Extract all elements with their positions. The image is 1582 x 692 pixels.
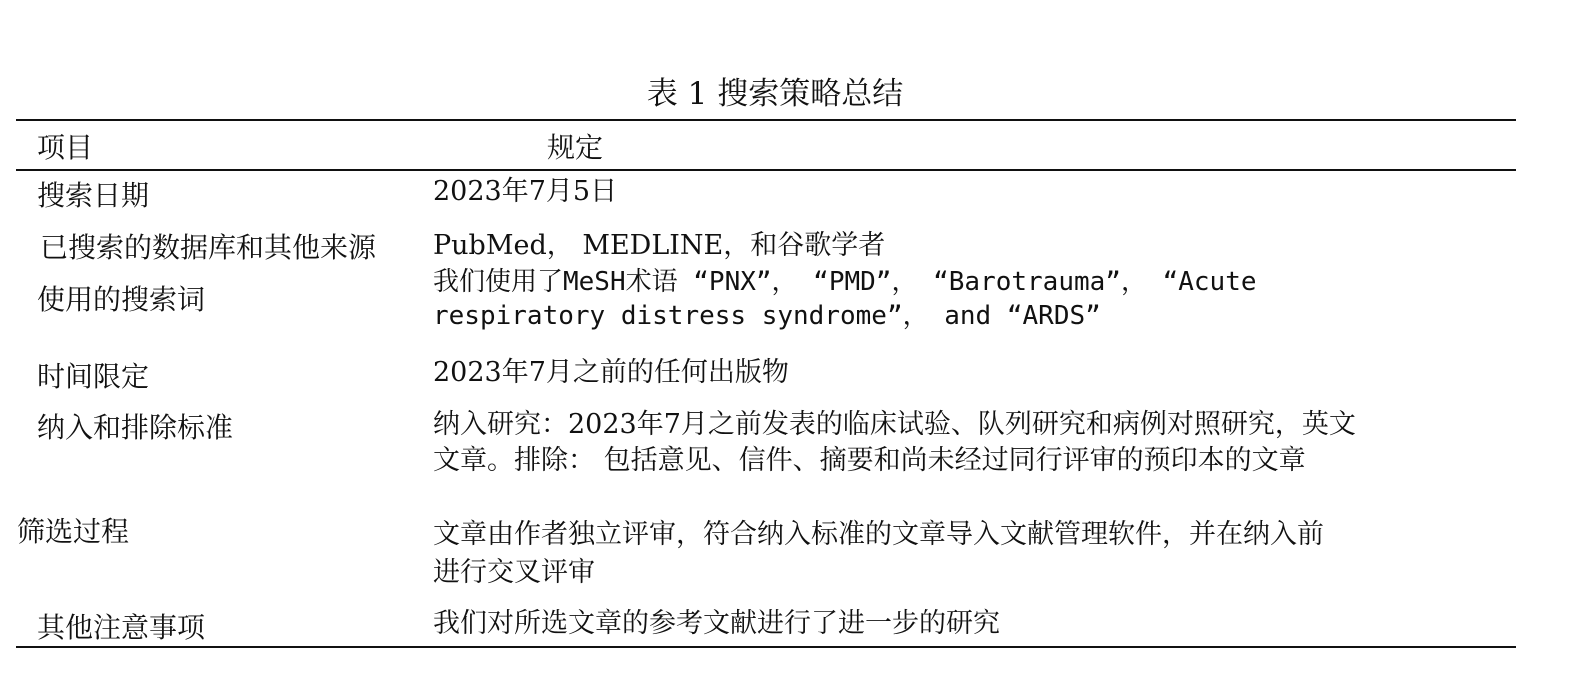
value-line: 我们对所选文章的参考文献进行了进一步的研究 [433,608,1000,639]
row-value-time-limit [433,355,1493,391]
header-rule: 规定 [547,131,604,164]
value-line: 进行交叉评审 [433,557,595,588]
row-label-databases: 已搜索的数据库和其他来源 [40,231,377,264]
table-top-rule [16,119,1516,121]
row-label-criteria: 纳入和排除标准 [37,411,234,444]
row-label-other: 其他注意事项 [37,611,206,644]
value-line: PubMed， MEDLINE，和谷歌学者 [433,230,886,261]
row-label-search-date: 搜索日期 [37,179,150,212]
row-label-screening: 筛选过程 [17,515,130,548]
value-line: 文章。排除： 包括意见、信件、摘要和尚未经过同行评审的预印本的文章 [433,445,1306,476]
value-line: 文章由作者独立评审，符合纳入标准的文章导入文献管理软件，并在纳入前 [433,519,1324,550]
row-value-criteria [433,407,1493,479]
row-value-search-terms [433,265,1493,333]
value-line: respiratory distress syndrome”， and “ARDS” [433,301,1101,331]
table-bottom-rule [16,646,1516,648]
row-value-databases [433,228,1493,264]
row-value-screening [433,516,1493,592]
table-header-rule [16,169,1516,171]
row-label-time-limit: 时间限定 [37,360,150,393]
table-title: 表 1 搜索策略总结 [646,76,904,112]
header-item: 项目 [37,131,94,164]
row-value-search-date [433,174,1493,210]
value-line: 纳入研究：2023年7月之前发表的临床试验、队列研究和病例对照研究，英文 [433,409,1356,440]
value-line: 2023年7月5日 [433,176,618,207]
row-label-search-terms: 使用的搜索词 [37,283,206,316]
value-line: 我们使用了MeSH术语 “PNX”， “PMD”， “Barotrauma”， “Acute [433,267,1257,297]
value-line: 2023年7月之前的任何出版物 [433,357,789,388]
row-value-other [433,606,1493,642]
